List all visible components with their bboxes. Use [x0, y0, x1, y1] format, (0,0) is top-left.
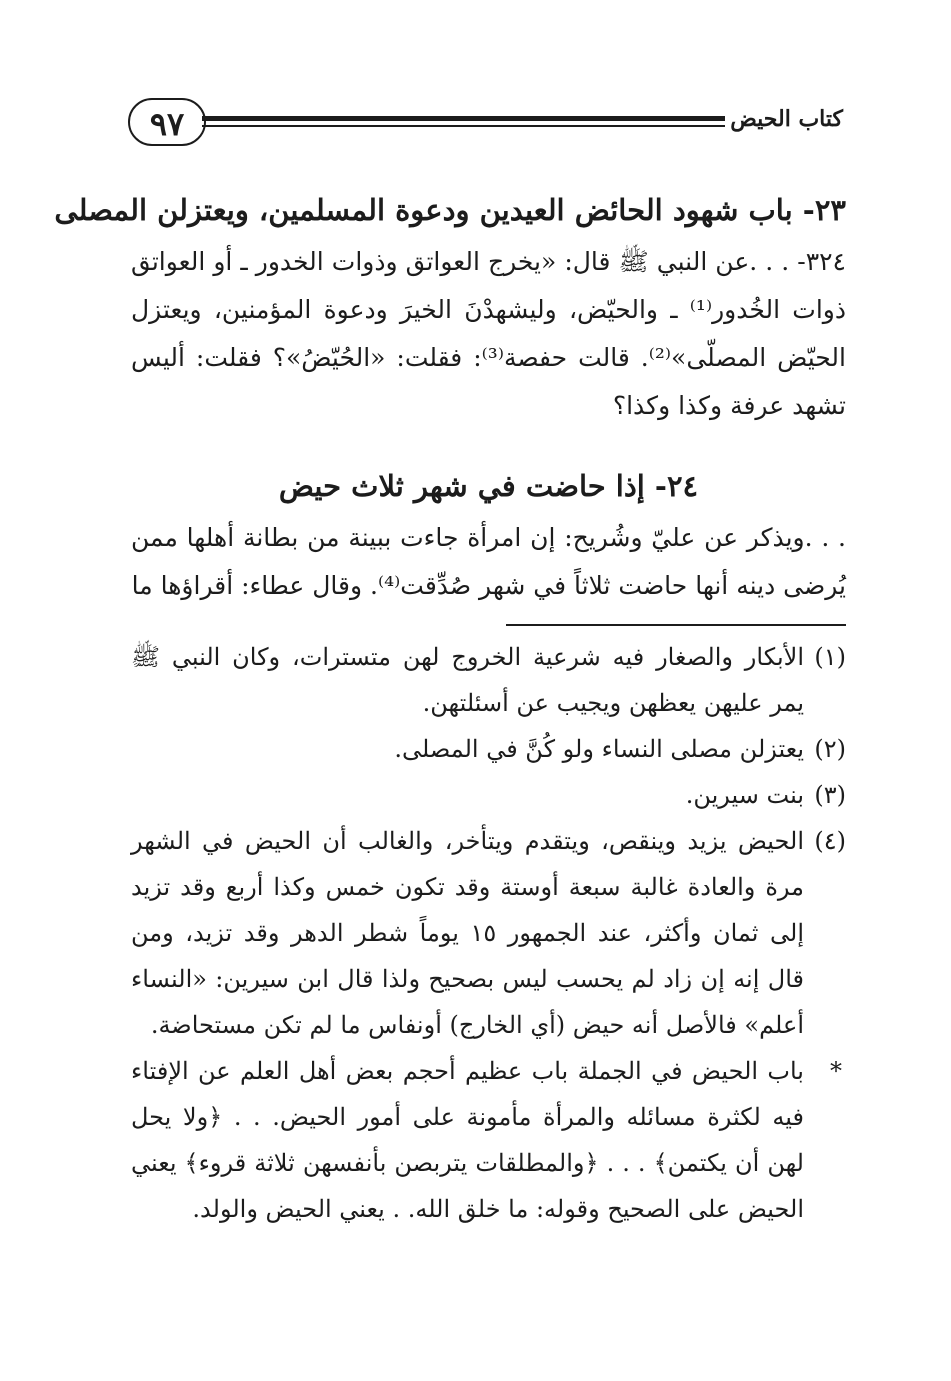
footnote-mark: (٢) [814, 735, 846, 763]
footnote-3 [131, 772, 846, 818]
footnote-mark: (٣) [814, 781, 846, 809]
footnote-mark: (٤) [814, 827, 846, 855]
footnote-mark: (١) [814, 643, 846, 671]
editor-note-text: باب الحيض في الجملة باب عظيم أحجم بعض أهل العلم عن الإفتاء فيه لكثرة مسائله والمرأة مأمونة على أمور الحيض. . . ﴿ولا يحل لهن أن يكتمن﴾ . . . ﴿والمطلقات يتربصن بأنفسهن ثلاثة قروء﴾ يعني الحيض على الصحيح وقوله: ما خلق الله. . يعني الحيض والولد. [131, 1057, 804, 1223]
section-heading-23: ٢٣- باب شهود الحائض العيدين ودعوة المسلمين، ويعتزلن المصلى [54, 193, 846, 227]
asterisk-icon: * [830, 1057, 842, 1085]
section-heading-24: ٢٤- إذا حاضت في شهر ثلاث حيض [278, 469, 699, 503]
footnote-text: بنت سيرين. [685, 781, 804, 809]
page-content [54, 182, 846, 1232]
header-rule [202, 116, 725, 130]
page-number: ٩٧ [128, 98, 206, 146]
footnote-text: الأبكار والصغار فيه شرعية الخروج لهن متسترات، وكان النبي ﷺ يمر عليهن يعظهن ويجيب عن أسئلتهن. [131, 643, 804, 717]
footnote-separator [506, 624, 846, 626]
header-rule-thick [202, 116, 725, 121]
page-header [128, 96, 843, 156]
section-body-23: ٣٢٤- . . .عن النبي ﷺ قال: «يخرج العواتق وذوات الخدور ـ أو العواتق ذوات الخُدور⁽¹⁾ ـ والحيّض، وليشهدْنَ الخيرَ ودعوة المؤمنين، ويعتزل الحيّض المصلّى»⁽²⁾. قالت حفصة⁽³⁾: فقلت: «الحُيّضُ»؟ فقلت: أليس تشهد عرفة وكذا وكذا؟ [131, 247, 846, 420]
footnote-4 [131, 818, 846, 1048]
footnote-2 [131, 726, 846, 772]
footnote-1 [131, 634, 846, 726]
header-rule-thin [202, 125, 725, 127]
section-body-24: . . .ويذكر عن عليّ وشُريح: إن امرأة جاءت ببينة من بطانة أهلها ممن يُرضى دينه أنها حاضت ثلاثاً في شهر صُدِّقت⁽⁴⁾. وقال عطاء: أقراؤها ما [131, 523, 846, 600]
footnote-text: يعتزلن مصلى النساء ولو كُنَّ في المصلى. [394, 735, 804, 763]
editor-note [131, 1048, 846, 1232]
chapter-title: كتاب الحيض [730, 106, 843, 132]
footnote-text: الحيض يزيد وينقص، ويتقدم ويتأخر، والغالب أن الحيض في الشهر مرة والعادة غالبة سبعة أوستة وقد تكون خمس وكذا أربع وقد تزيد إلى ثمان وأكثر، عند الجمهور ١٥ يوماً شطر الدهر وقد تزيد، ومن قال إنه إن زاد لم يحسب ليس بصحيح ولذا قال ابن سيرين: «النساء أعلم» فالأصل أنه حيض (أي الخارج) أونفاس ما لم تكن مستحاضة. [131, 827, 805, 1039]
